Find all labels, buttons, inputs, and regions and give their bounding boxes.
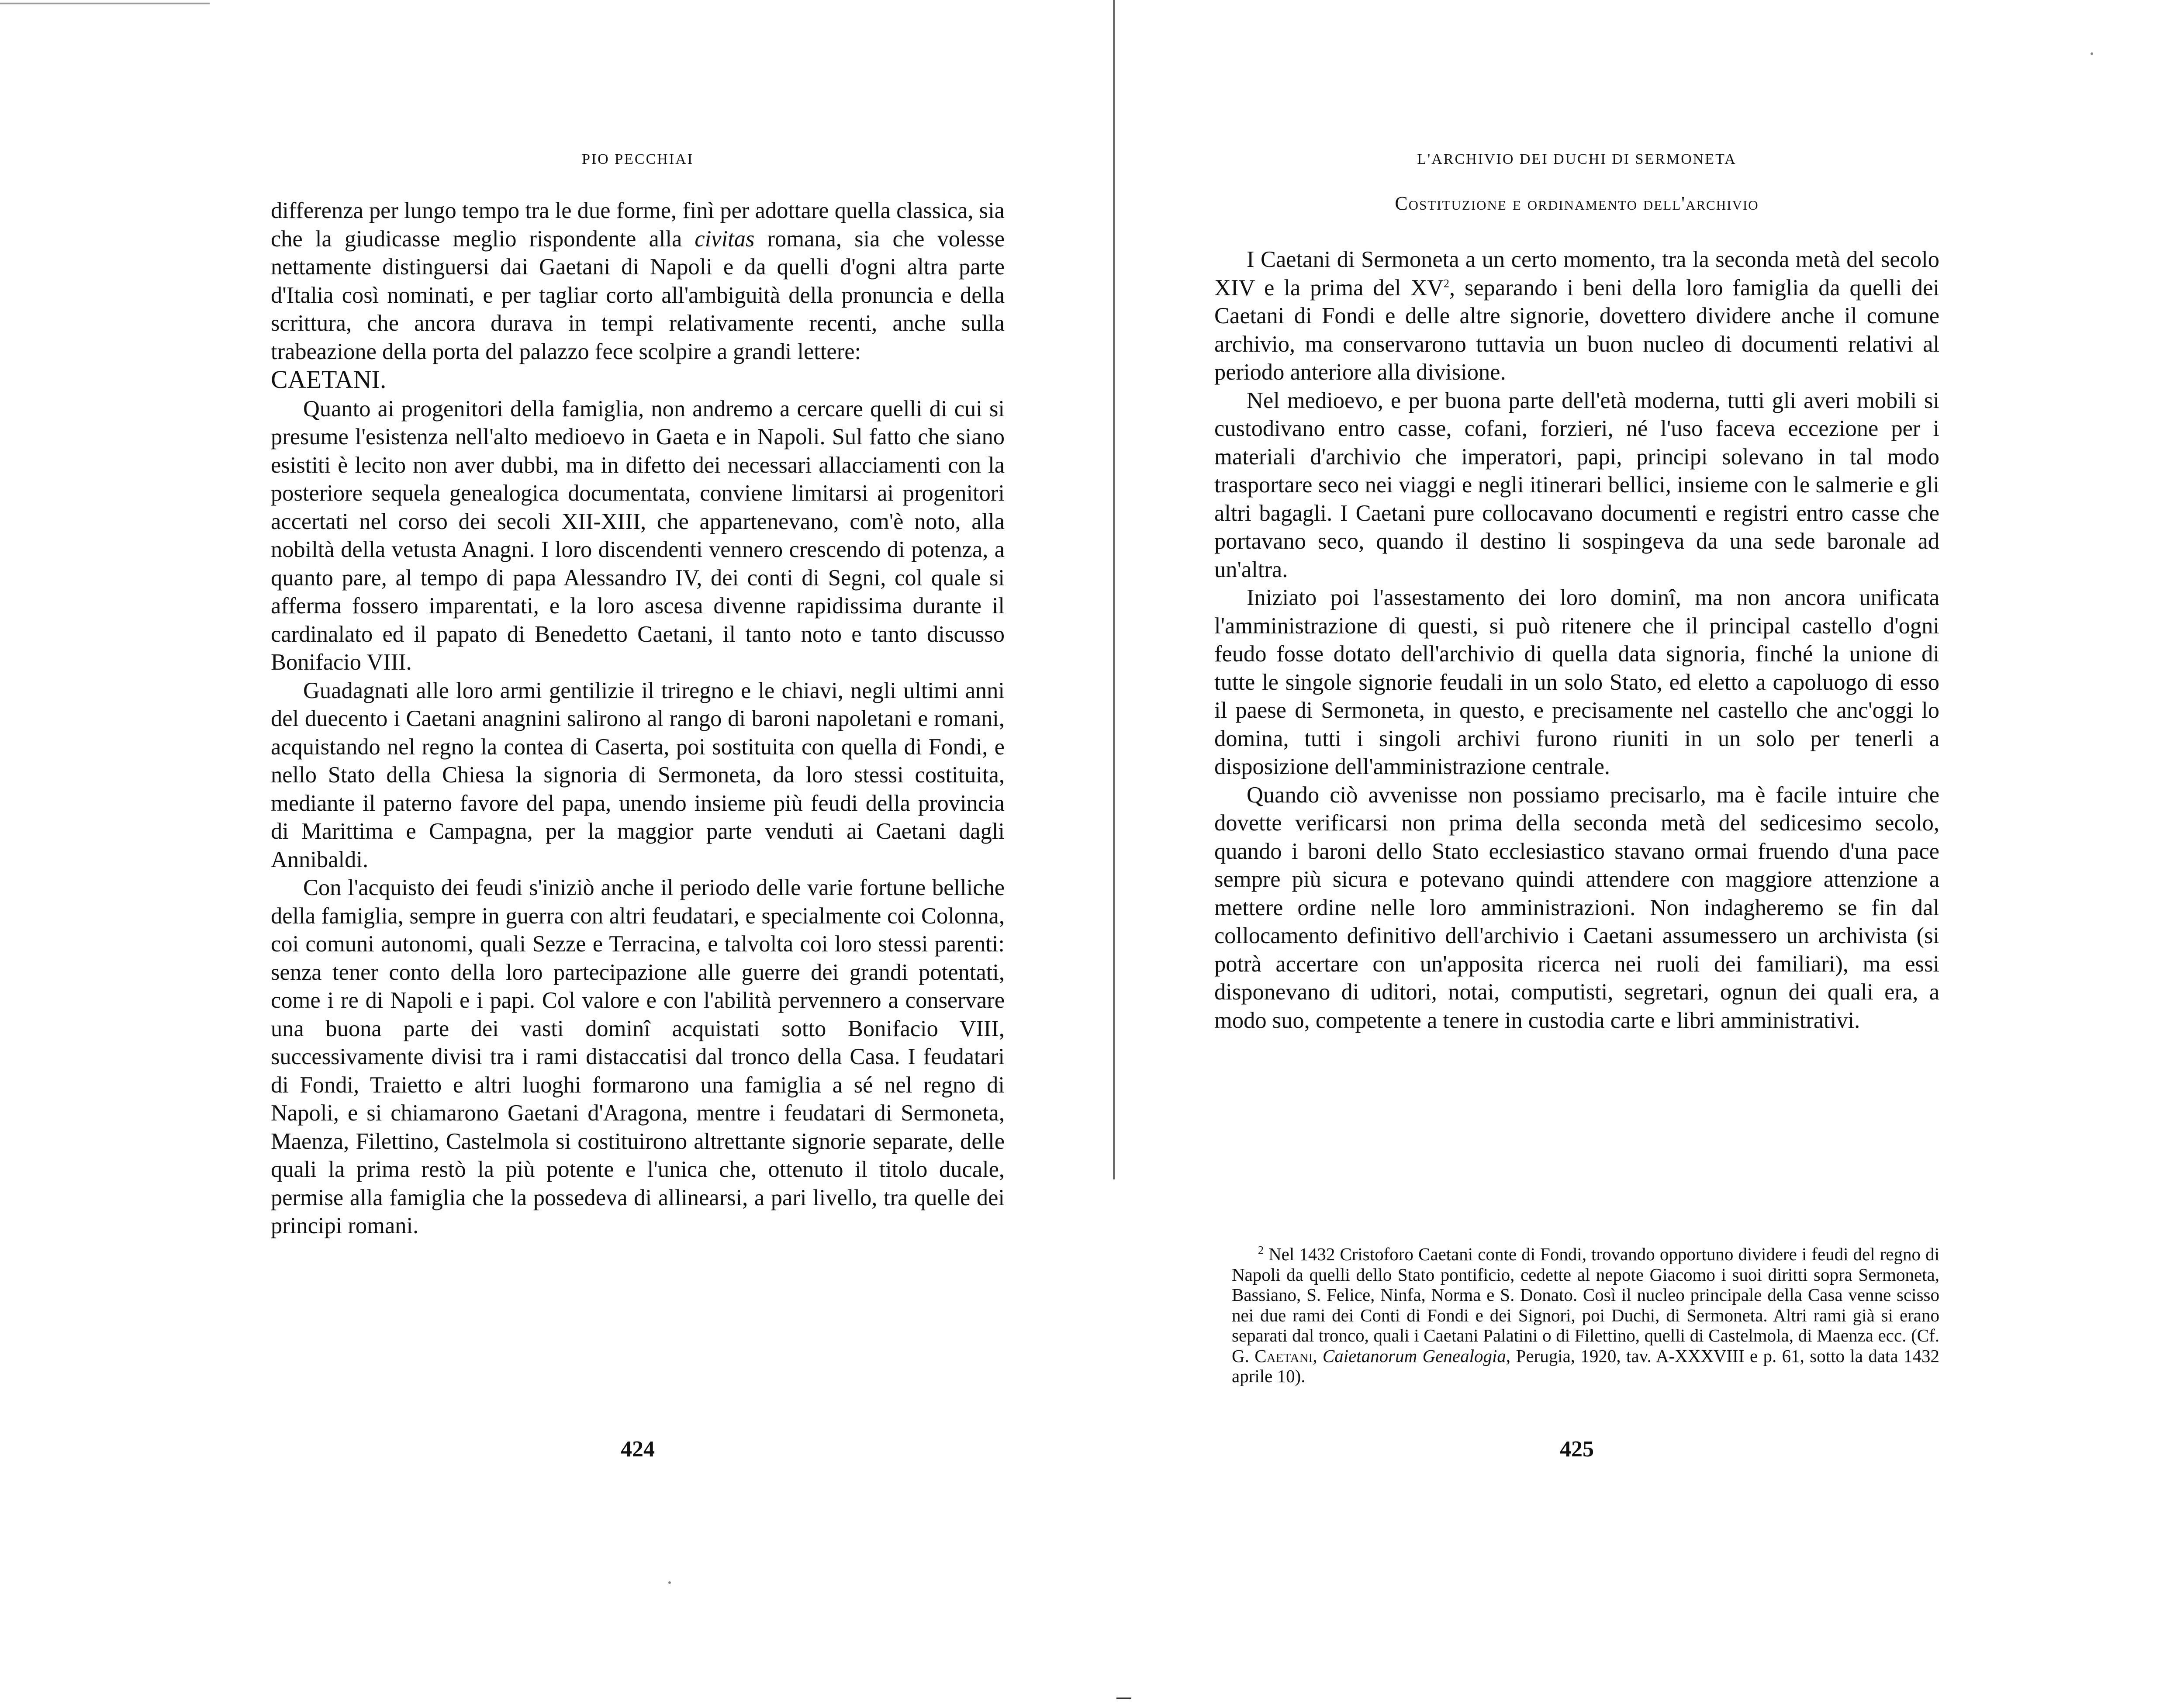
footnote-mark: 2	[1258, 1244, 1264, 1257]
paragraph: Quanto ai progenitori della famiglia, non andremo a cercare quelli di cui si presume l'esistenza nell'alto medioevo in Gaeta e in Napoli. Sul fatto che siano esistiti è lecito non aver dubbi, ma in difetto dei necessari allacciamenti con la posteriore sequela genealogica documentata, conviene limitarsi ai progenitori accertati nel corso dei secoli XII-XIII, che appartenevano, com'è noto, alla nobiltà della vetusta Anagni. I loro discendenti vennero crescendo di potenza, a quanto pare, al tempo di papa Alessandro IV, dei conti di Segni, col quale si afferma fossero imparentati, e la loro ascesa divenne rapidissima durante il cardinalato ed il papato di Benedetto Caetani, il tanto noto e tanto discusso Bonifacio VIII.	[271, 396, 1005, 675]
scan-edge-mark	[1116, 1698, 1131, 1699]
scan-speck	[668, 1581, 671, 1584]
paragraph: Quando ciò avvenisse non possiamo precisarlo, ma è facile intuire che dovette verificarsi non prima della seconda metà del sedicesimo secolo, quando i baroni dello Stato ecclesiastico stavano ormai fruendo d'una pace sempre più sicura e potevano quindi attendere con maggiore attenzione a mettere ordine nelle loro amministrazioni. Non indagheremo se fin dal collocamento definitivo dell'archivio i Caetani assumessero un archivista (si potrà accertare con un'apposita ricerca nei ruoli dei familiari), ma essi disponevano di uditori, notai, computisti, segretari, ognun dei quali era, a modo suo, competente a tenere in custodia carte e libri amministrativi.	[1214, 782, 1939, 1033]
page-number-left: 424	[621, 1437, 655, 1462]
footnote: $^2$ Nel 1432 Cristoforo Caetani conte di Fondi, trovando opportuno dividere i feudi del regno di Napoli da quelli dello Stato pontificio, cedette al nepote Giacomo i suoi diritti sopra Sermoneta, Bassiano, S. Felice, Ninfa, Norma e S. Donato. Così il nucleo principale della Casa venne scisso nei due rami dei Conti di Fondi e dei Signori, poi Duchi, di Sermoneta. Altri rami già si erano separati dal tronco, quali i Caetani Palatini o di Filettino, quelli di Castelmola, di Maenza ecc. (Cf. G. Caetani, Caietanorum Genealogia, Perugia, 1920, tav. A-XXXVIII e p. 61, sotto la data 1432 aprile 10).	[1232, 1244, 1940, 1386]
running-head-right: L'ARCHIVIO DEI DUCHI DI SERMONETA	[1417, 151, 1737, 167]
footnote-ref: 2	[1444, 277, 1450, 290]
section-title: Costituzione e ordinamento dell'archivio	[1395, 193, 1759, 214]
page-number-right: 425	[1560, 1437, 1594, 1462]
right-body	[1214, 245, 1939, 1034]
paragraph: I Caetani di Sermoneta a un certo momento, tra la seconda metà del secolo XIV e la prima del $XV^2$, separando i beni della loro famiglia da quelli dei Caetani di Fondi e delle altre signorie, dovettero dividere anche il comune archivio, ma conservarono tuttavia un buon nucleo di documenti relativi al periodo anteriore alla divisione.	[1214, 247, 1939, 385]
paragraph: Iniziato poi l'assestamento dei loro dominî, ma non ancora unificata l'amministrazione di questi, si può ritenere che il principal castello d'ogni feudo fosse dotato dell'archivio di quella data signoria, finché la unione di tutte le singole signorie feudali in un solo Stato, ed eletto a capoluogo di esso il paese di Sermoneta, in questo, e precisamente nel castello che anc'oggi lo domina, tutti i singoli archivi furono riuniti in un solo per tenerli a disposizione dell'amministrazione centrale.	[1214, 585, 1939, 779]
paragraph: Con l'acquisto dei feudi s'iniziò anche il periodo delle varie fortune belliche della famiglia, sempre in guerra con altri feudatari, e specialmente coi Colonna, coi comuni autonomi, quali Sezze e Terracina, e talvolta coi loro stessi parenti: senza tener conto della loro partecipazione alle guerre dei grandi potentati, come i re di Napoli e i papi. Col valore e con l'abilità pervennero a conservare una buona parte dei vasti dominî acquistati sotto Bonifacio VIII, successivamente divisi tra i rami distaccatisi dal tronco della Casa. I feudatari di Fondi, Traietto e altri luoghi formarono una famiglia a sé nel regno di Napoli, e si chiamarono Gaetani d'Aragona, mentre i feudatari di Sermoneta, Maenza, Filettino, Castelmola si costituirono altrettante signorie separate, delle quali la prima restò la più potente e l'unica che, ottenuto il titolo ducale, permise alla famiglia che la possedeva di allinearsi, a pari livello, tra quelle dei principi romani.	[271, 875, 1005, 1238]
left-body	[271, 197, 1005, 1240]
right-page	[1214, 0, 1939, 1708]
scan-speck	[2091, 52, 2093, 55]
running-head-left: PIO PECCHIAI	[581, 151, 694, 167]
scan-edge-mark	[0, 3, 210, 4]
left-page	[271, 0, 1005, 1708]
paragraph: Guadagnati alle loro armi gentilizie il triregno e le chiavi, negli ultimi anni del duecento i Caetani anagnini salirono al rango di baroni napoletani e romani, acquistando nel regno la contea di Caserta, poi sostituita con quella di Fondi, e nello Stato della Chiesa la signoria di Sermoneta, da loro stessi costituita, mediante il paterno favore del papa, unendo insieme più feudi della provincia di Marittima e Campagna, per la maggior parte venduti ai Caetani dagli Annibaldi.	[271, 678, 1005, 872]
inscription-caps: CAETANI.	[271, 365, 387, 394]
paragraph: Nel medioevo, e per buona parte dell'età moderna, tutti gli averi mobili si custodivano entro casse, cofani, forzieri, né l'uso faceva eccezione per i materiali d'archivio che imperatori, papi, principi solevano in tal modo trasportare seco nei viaggi e negli itinerari bellici, insieme con le salmerie e gli altri bagagli. I Caetani pure collocavano documenti e registri entro casse che portavano seco, quando il destino li sospingeva da una sede baronale ad un'altra.	[1214, 387, 1939, 582]
paragraph: differenza per lungo tempo tra le due forme, finì per adottare quella classica, sia che la giudicasse meglio rispondente alla civitas romana, sia che volesse nettamente distinguersi dai Gaetani di Napoli e da quelli d'ogni altra parte d'Italia così nominati, e per tagliar corto all'ambiguità della pronuncia e della scrittura, che ancora durava in tempi relativamente recenti, anche sulla trabeazione della porta del palazzo fece scolpire a grandi lettere: CAETANI.	[271, 198, 1005, 394]
book-spine	[1113, 0, 1115, 1179]
